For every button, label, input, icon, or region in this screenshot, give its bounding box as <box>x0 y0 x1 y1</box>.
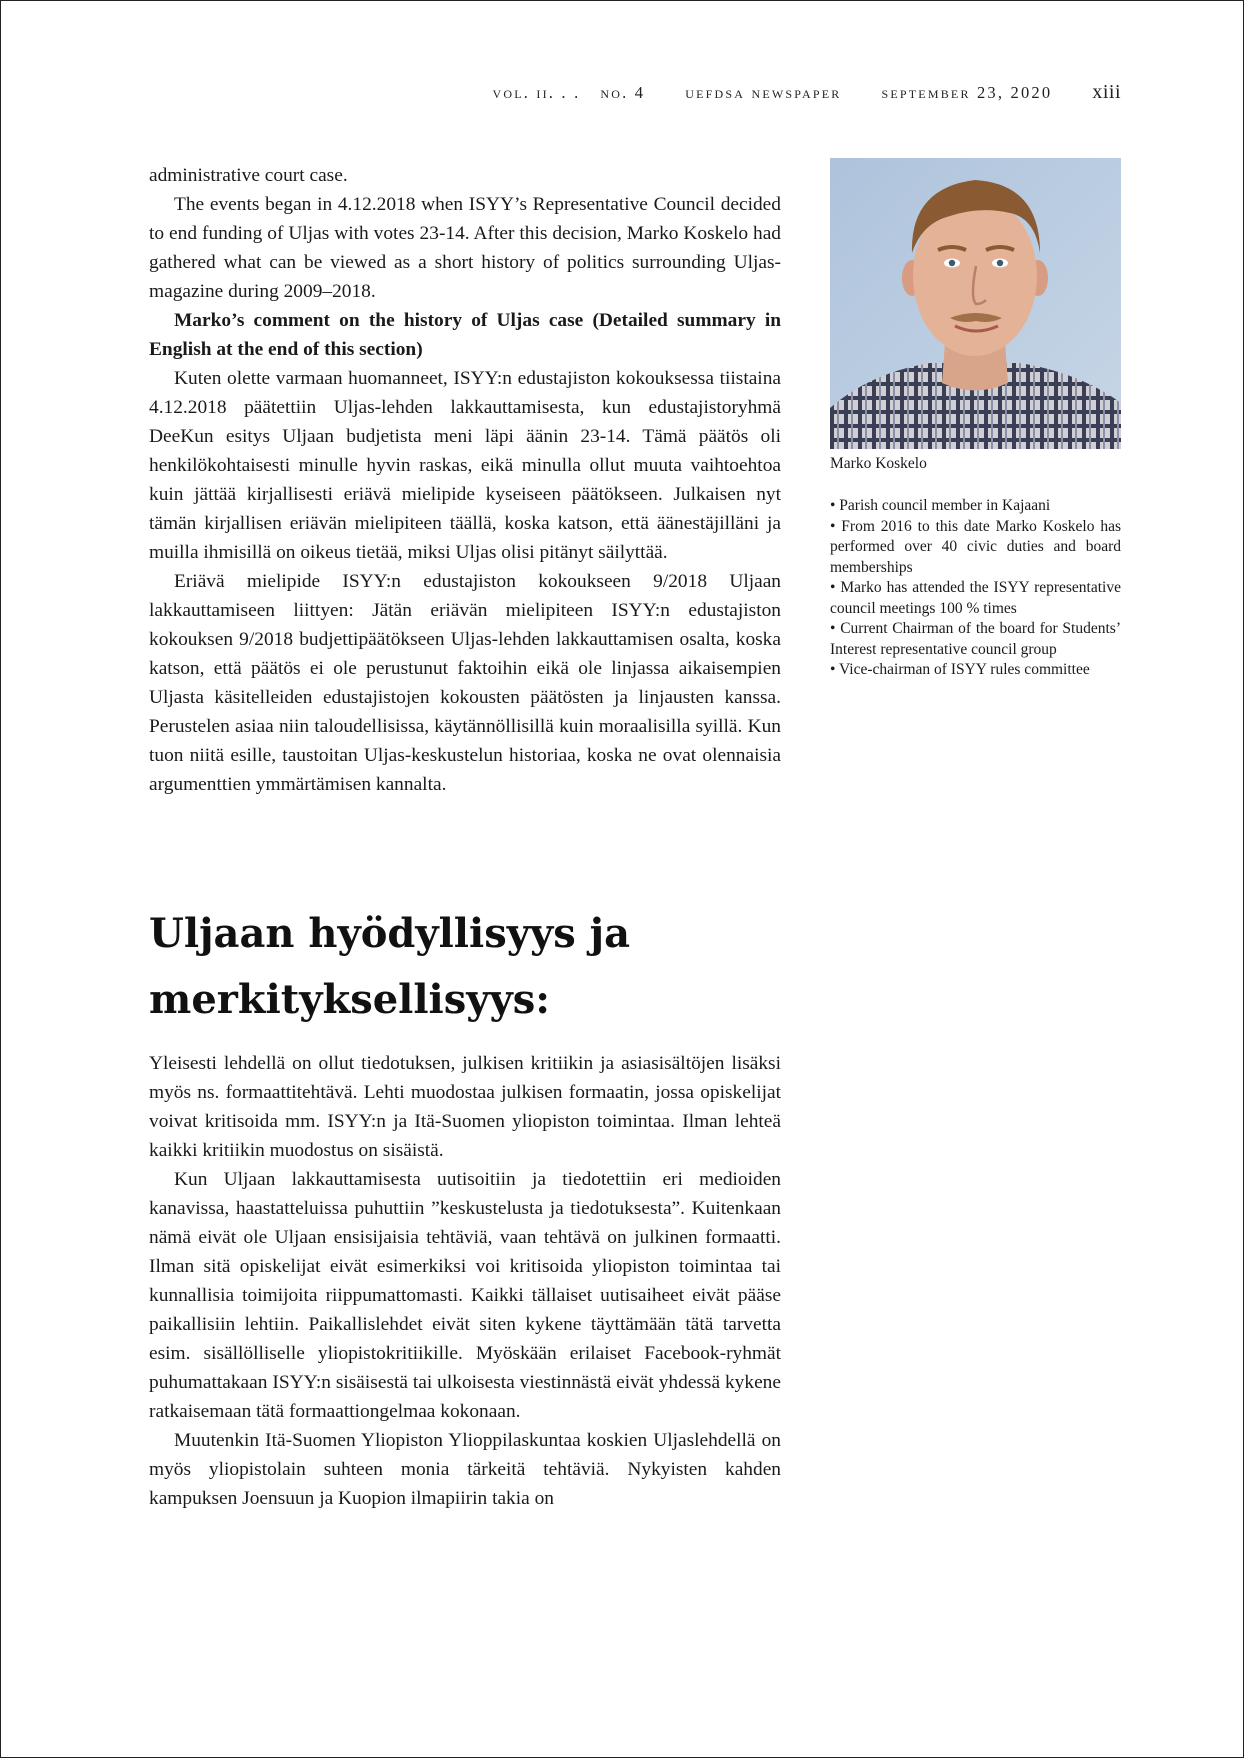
bio-bullet: • Parish council member in Kajaani <box>830 497 1051 514</box>
header-no: no. 4 <box>600 83 646 102</box>
section-title: Uljaan hyödyllisyys ja merkityksellisyys: <box>149 910 631 1023</box>
page-number: xiii <box>1092 81 1121 103</box>
header-volume <box>492 83 645 103</box>
running-header <box>492 81 1121 104</box>
main-text-bottom <box>149 1049 781 1513</box>
section-paragraph-3: Muutenkin Itä-Suomen Yliopiston Ylioppilaskuntaa koskien Uljaslehdellä on myös yliopistolain suhteen monia tärkeitä tehtäviä. Nykyisten kahden kampuksen Joensuun ja Kuopion ilmapiirin takia on <box>149 1430 781 1509</box>
bio-bullet-list <box>830 496 1121 681</box>
photo-caption: Marko Koskelo <box>830 455 927 472</box>
main-text-top <box>149 161 781 799</box>
paragraph-finnish-2: Eriävä mielipide ISYY:n edustajiston kokoukseen 9/2018 Uljaan lakkauttamiseen liittyen: Jätän eriävän mielipiteen ISYY:n edustajiston kokouksen 9/2018 budjettipäätökseen Uljas-lehden lakkauttamisen osalta, koska katson, että päätös ei ole perustunut faktoihin eikä ole linjassa aikaisempien Uljasta käsitelleiden edustajistojen kokousten päätösten ja linjausten kanssa. Perustelen asiaa niin taloudellisissa, käytännöllisillä kuin moraalisilla syillä. Kun tuon niitä esille, taustoitan Uljas-keskustelun historiaa, koska ne ovat olennaisia argumenttien ymmärtämisen kannalta. <box>149 571 781 795</box>
header-newspaper: uefdsa newspaper <box>685 83 842 102</box>
header-vol: vol. ii. . . <box>492 83 581 102</box>
paragraph-finnish-1: Kuten olette varmaan huomanneet, ISYY:n edustajiston kokouksessa tiistaina 4.12.2018 päätettiin Uljas-lehden lakkauttamisesta, kun edustajistoryhmä DeeKun esitys Uljaan budjetista meni läpi äänin 23-14. Tämä päätös oli henkilökohtaisesti minulle hyvin raskas, eikä minulla ollut muuta vaihtoehtoa kuin jättää kirjallisesti eriävä mielipide kyseiseen päätökseen. Julkaisen nyt tämän kirjallisen eriävän mielipiteen täällä, koska katson, että äänestäjilläni ja muilla ihmisillä on oikeus tietää, miksi Uljas olisi pitänyt säilyttää. <box>149 368 781 563</box>
header-date: september 23, 2020 <box>881 83 1053 102</box>
section-paragraph-1: Yleisesti lehdellä on ollut tiedotuksen, julkisen kritiikin ja asiasisältöjen lisäksi myös ns. formaattitehtävä. Lehti muodostaa julkisen formaatin, jossa opiskelijat voivat kritisoida mm. ISYY:n ja Itä-Suomen yliopiston toimintaa. Ilman lehteä kaikki kritiikin muodostus on sisäistä. <box>149 1053 781 1161</box>
bio-bullet: • Vice-chairman of ISYY rules committee <box>830 661 1090 678</box>
paragraph-continuation: administrative court case. <box>149 165 348 186</box>
portrait-photo <box>830 158 1121 449</box>
bio-bullet: • From 2016 to this date Marko Koskelo has performed over 40 civic duties and board memberships <box>830 517 1121 576</box>
section-paragraph-2: Kun Uljaan lakkauttamisesta uutisoitiin ja tiedotettiin eri medioiden kanavissa, haastatteluissa puhuttiin ”keskustelusta ja tiedotuksesta”. Kuitenkaan nämä eivät ole Uljaan ensisijaisia tehtäviä, vaan tehtävä on julkinen formaatti. Ilman sitä opiskelijat eivät esimerkiksi voi kritisoida yliopiston toimintaa tai kunnallisia toimijoita riippumattomasti. Kaikki tällaiset uutisaiheet eivät pääse paikallisiin lehtiin. Paikallislehdet eivät siten kykene täyttämään tätä tarvetta esim. sisällölliselle yliopistokritiikille. Myöskään erilaiset Facebook-ryhmät puhumattakaan ISYY:n sisäisestä tai ulkoisesta viestinnästä eivät yhdessä kykene ratkaisemaan tätä formaattiongelmaa kokonaan. <box>149 1169 781 1422</box>
paragraph-events: The events began in 4.12.2018 when ISYY’s Representative Council decided to end funding of Uljas with votes 23-14. After this decision, Marko Koskelo had gathered what can be viewed as a short history of politics surrounding Uljas-magazine during 2009–2018. <box>149 194 781 302</box>
bio-bullet: • Current Chairman of the board for Students’ Interest representative council group <box>830 620 1121 658</box>
bio-bullet: • Marko has attended the ISYY representative council meetings 100 % times <box>830 579 1121 617</box>
portrait-illustration <box>830 158 1121 449</box>
comment-heading: Marko’s comment on the history of Uljas case (Detailed summary in English at the end of this section) <box>149 310 781 360</box>
